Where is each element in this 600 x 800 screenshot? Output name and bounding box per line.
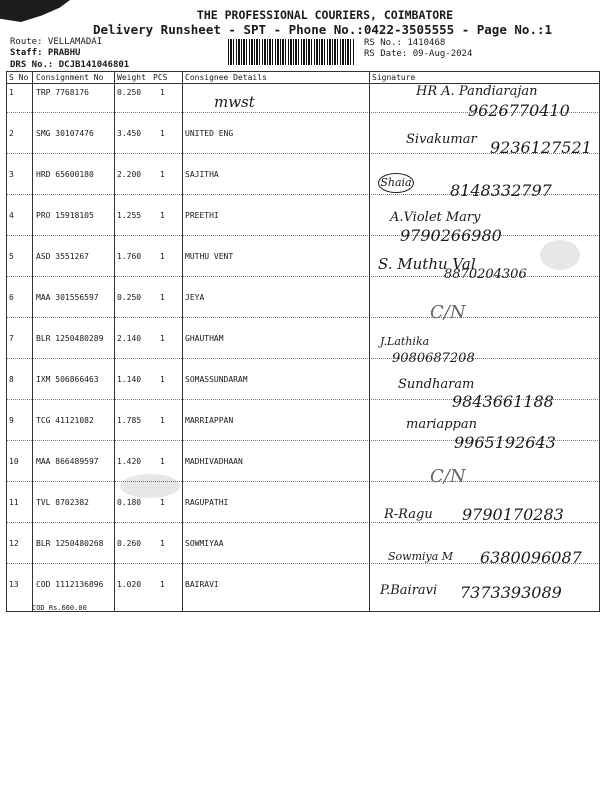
row-consignee: MUTHU VENT bbox=[185, 252, 234, 261]
signature-phone: 9080687208 bbox=[392, 351, 475, 366]
table-row bbox=[6, 247, 600, 288]
row-weight: 1.140 bbox=[117, 375, 142, 384]
row-weight: 1.420 bbox=[117, 457, 142, 466]
row-consignee: RAGUPATHI bbox=[185, 498, 229, 507]
row-weight: 0.250 bbox=[117, 88, 142, 97]
signature-phone: 6380096087 bbox=[480, 548, 582, 567]
rs-number: RS No.: 1410468 bbox=[364, 38, 446, 48]
row-consignee: SOMASSUNDARAM bbox=[185, 375, 248, 384]
header-weight: Weight bbox=[117, 73, 146, 82]
table-row bbox=[6, 575, 600, 616]
signature-phone: 9965192643 bbox=[454, 433, 556, 452]
header-signature: Signature bbox=[372, 73, 416, 82]
row-sno: 12 bbox=[9, 539, 19, 548]
signature-name: HR A. Pandiarajan bbox=[416, 84, 538, 99]
runsheet-table bbox=[6, 71, 600, 612]
table-row bbox=[6, 206, 600, 247]
row-consignment: TCG 41121082 bbox=[36, 416, 94, 425]
barcode bbox=[228, 39, 354, 65]
row-consignment: MAA 866489597 bbox=[36, 457, 99, 466]
row-consignment: COD 1112136896 bbox=[36, 580, 104, 589]
row-consignment: PRO 15918105 bbox=[36, 211, 94, 220]
row-pcs: 1 bbox=[160, 88, 165, 97]
table-row bbox=[6, 493, 600, 534]
row-consignee: UNITED ENG bbox=[185, 129, 234, 138]
row-pcs: 1 bbox=[160, 170, 165, 179]
row-consignee: SOWMIYAA bbox=[185, 539, 224, 548]
row-consignment: ASD 3551267 bbox=[36, 252, 89, 261]
row-consignee: MARRIAPPAN bbox=[185, 416, 234, 425]
row-consignee: BAIRAVI bbox=[185, 580, 219, 589]
row-weight: 3.450 bbox=[117, 129, 142, 138]
signature-name: A.Violet Mary bbox=[390, 210, 481, 225]
table-row bbox=[6, 534, 600, 575]
table-row bbox=[6, 329, 600, 370]
row-weight: 1.785 bbox=[117, 416, 142, 425]
row-sno: 5 bbox=[9, 252, 14, 261]
row-consignment: TVL 8702382 bbox=[36, 498, 89, 507]
row-weight: 2.200 bbox=[117, 170, 142, 179]
signature-name: C/N bbox=[430, 466, 466, 487]
row-pcs: 1 bbox=[160, 252, 165, 261]
row-sno: 4 bbox=[9, 211, 14, 220]
signature-phone: 9790170283 bbox=[462, 505, 564, 524]
header-pcs: PCS bbox=[153, 73, 168, 82]
row-sno: 11 bbox=[9, 498, 19, 507]
route-label: Route: VELLAMADAI bbox=[10, 37, 103, 47]
row-consignment: TRP 7768176 bbox=[36, 88, 89, 97]
row-consignment: SMG 30107476 bbox=[36, 129, 94, 138]
row-sno: 1 bbox=[9, 88, 14, 97]
row-pcs: 1 bbox=[160, 580, 165, 589]
table-row bbox=[6, 165, 600, 206]
row-sno: 13 bbox=[9, 580, 19, 589]
signature-phone: 8148332797 bbox=[450, 181, 552, 200]
table-row bbox=[6, 370, 600, 411]
runsheet-title: Delivery Runsheet - SPT - Phone No.:0422-3505555 - Page No.:1 bbox=[92, 22, 553, 37]
row-weight: 0.250 bbox=[117, 293, 142, 302]
row-pcs: 1 bbox=[160, 457, 165, 466]
row-weight: 0.260 bbox=[117, 539, 142, 548]
row-weight: 0.180 bbox=[117, 498, 142, 507]
row-consignment: HRD 65600180 bbox=[36, 170, 94, 179]
row-consignment: BLR 1250480268 bbox=[36, 539, 104, 548]
row-weight: 1.255 bbox=[117, 211, 142, 220]
signature-phone: 9843661188 bbox=[452, 392, 554, 411]
table-row bbox=[6, 411, 600, 452]
row-sno: 8 bbox=[9, 375, 14, 384]
signature-name: Sowmiya M bbox=[388, 550, 454, 563]
signature-name: R-Ragu bbox=[384, 507, 433, 522]
row-weight: 2.140 bbox=[117, 334, 142, 343]
row-consignment: MAA 301556597 bbox=[36, 293, 99, 302]
row-consignment: IXM 506866463 bbox=[36, 375, 99, 384]
signature-name: Shaia bbox=[378, 173, 414, 193]
signature-name: C/N bbox=[430, 302, 466, 323]
signature-name: Sivakumar bbox=[406, 132, 477, 147]
header-consignment: Consignment No bbox=[36, 73, 104, 82]
table-row bbox=[6, 83, 600, 124]
row-weight: 1.760 bbox=[117, 252, 142, 261]
row-pcs: 1 bbox=[160, 498, 165, 507]
drs-number: DRS No.: DCJB141046801 bbox=[10, 60, 130, 70]
signature-name: J.Lathika bbox=[380, 335, 430, 348]
row-sno: 10 bbox=[9, 457, 19, 466]
row-sno: 7 bbox=[9, 334, 14, 343]
scan-noise bbox=[540, 240, 580, 270]
signature-phone: 9790266980 bbox=[400, 226, 502, 245]
row-sno: 3 bbox=[9, 170, 14, 179]
signature-name: P.Bairavi bbox=[380, 583, 438, 598]
signature-name: Sundharam bbox=[398, 377, 475, 392]
row-pcs: 1 bbox=[160, 211, 165, 220]
cod-amount: COD Rs.660.00 bbox=[32, 604, 87, 612]
table-row bbox=[6, 288, 600, 329]
company-title: THE PROFESSIONAL COURIERS, COIMBATORE bbox=[196, 8, 454, 22]
row-consignee: PREETHI bbox=[185, 211, 219, 220]
row-pcs: 1 bbox=[160, 539, 165, 548]
signature-phone: 9626770410 bbox=[468, 101, 570, 120]
row-weight: 1.020 bbox=[117, 580, 142, 589]
header-sno: S No bbox=[9, 73, 29, 82]
row-sno: 9 bbox=[9, 416, 14, 425]
scan-noise bbox=[120, 474, 180, 498]
table-row bbox=[6, 124, 600, 165]
table-row bbox=[6, 452, 600, 493]
rs-date: RS Date: 09-Aug-2024 bbox=[364, 49, 473, 59]
header-consignee: Consignee Details bbox=[185, 73, 267, 82]
signature-phone: 7373393089 bbox=[460, 583, 562, 602]
row-pcs: 1 bbox=[160, 334, 165, 343]
signature-phone: 8870204306 bbox=[444, 267, 527, 282]
row-pcs: 1 bbox=[160, 293, 165, 302]
row-consignee: JEYA bbox=[185, 293, 205, 302]
signature-name: S. Muthu Val bbox=[378, 255, 476, 273]
consignee-signature: mwst bbox=[214, 93, 255, 111]
row-consignment: BLR 1250480289 bbox=[36, 334, 104, 343]
signature-name: mariappan bbox=[406, 417, 477, 432]
row-pcs: 1 bbox=[160, 129, 165, 138]
signature-phone: 9236127521 bbox=[490, 138, 592, 157]
row-pcs: 1 bbox=[160, 375, 165, 384]
row-sno: 6 bbox=[9, 293, 14, 302]
row-consignee: SAJITHA bbox=[185, 170, 219, 179]
row-consignee: GHAUTHAM bbox=[185, 334, 224, 343]
row-pcs: 1 bbox=[160, 416, 165, 425]
row-consignee: MADHIVADHAAN bbox=[185, 457, 243, 466]
staff-label: Staff: PRABHU bbox=[10, 48, 81, 58]
row-sno: 2 bbox=[9, 129, 14, 138]
